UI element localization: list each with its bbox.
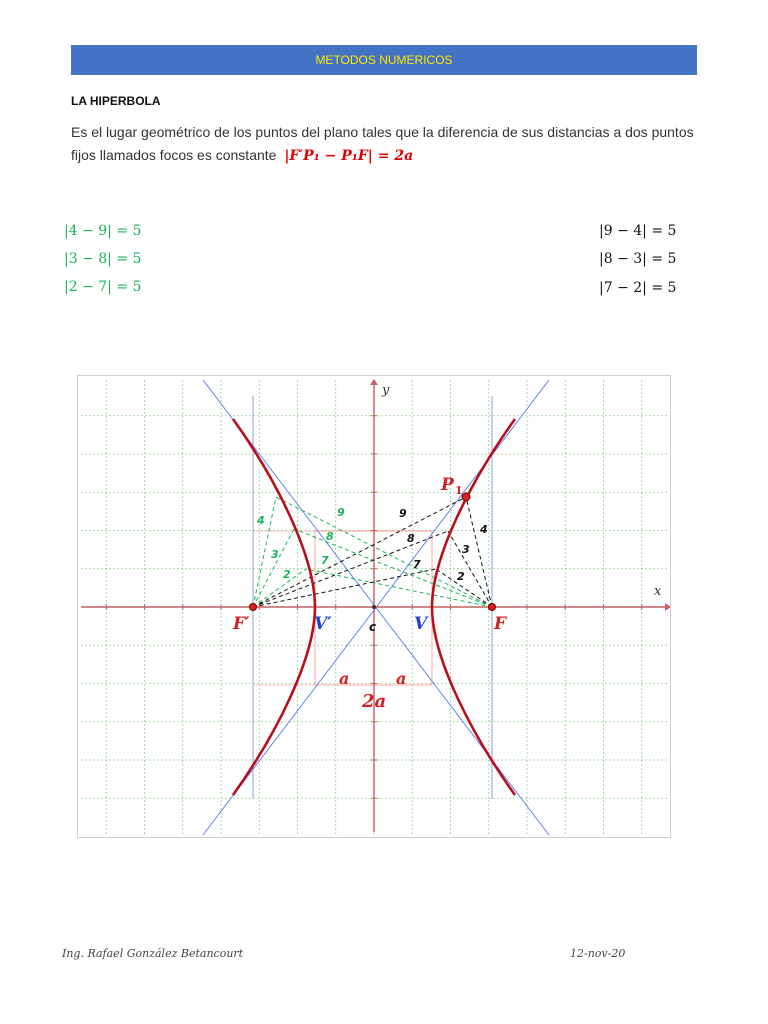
equation-left-1: |4 − 9| = 5 (64, 223, 142, 239)
definition-formula: |F′P₁ − P₁F| = 2a (284, 148, 414, 164)
footer-date: 12-nov-20 (570, 947, 626, 960)
center-point (372, 605, 376, 609)
hyperbola-diagram (78, 376, 670, 837)
black-distance-2: 2 (457, 570, 465, 583)
green-distance-7: 7 (321, 554, 329, 567)
equation-right-3: |7 − 2| = 5 (599, 280, 677, 296)
green-line-near-low (253, 569, 306, 607)
black-distance-9: 9 (399, 507, 407, 520)
green-distance-8: 8 (326, 530, 334, 543)
green-distance-3: 3 (271, 548, 279, 561)
y-axis-label: y (382, 383, 390, 398)
equation-right-1: |9 − 4| = 5 (599, 223, 677, 239)
equation-left-3: |2 − 7| = 5 (64, 279, 142, 295)
label-a-right: a (396, 669, 407, 688)
label-v: V (414, 614, 428, 634)
point-p1 (462, 493, 470, 501)
green-distance-9: 9 (337, 506, 345, 519)
label-a-left: a (339, 669, 350, 688)
black-distance-3: 3 (462, 543, 470, 556)
x-axis-arrow (665, 603, 670, 611)
green-distance-2: 2 (283, 568, 291, 581)
black-distance-7: 7 (413, 558, 421, 571)
equation-right-2: |8 − 3| = 5 (599, 251, 677, 267)
label-2a: 2a (362, 691, 387, 712)
black-line-far-low (253, 569, 436, 607)
y-axis-arrow (370, 379, 378, 385)
green-distance-4: 4 (257, 514, 265, 527)
x-axis-label: x (654, 584, 662, 599)
section-title: LA HIPERBOLA (71, 94, 161, 108)
label-v-prime: V′ (314, 614, 332, 634)
focus-left-point (250, 604, 257, 611)
black-distance-8: 8 (407, 532, 415, 545)
equation-left-2: |3 − 8| = 5 (64, 251, 142, 267)
green-line-far-mid (294, 529, 492, 607)
label-p1: P (441, 475, 454, 495)
definition-text: Es el lugar geométrico de los puntos del plano tales que la diferencia de sus distancias a dos puntos fijos llamados focos es constante (71, 124, 694, 163)
definition-paragraph (71, 121, 701, 168)
label-f-prime: F′ (233, 614, 250, 634)
black-distance-4: 4 (480, 523, 488, 536)
footer-author: Ing. Rafael González Betancourt (62, 947, 244, 960)
label-f: F (494, 614, 507, 634)
black-line-near-upper (466, 497, 492, 607)
label-c: c (369, 620, 377, 634)
hyperbola-figure (77, 375, 671, 838)
header-title: METODOS NUMERICOS (315, 53, 453, 67)
focus-right-point (489, 604, 496, 611)
label-p1-subscript: 1 (455, 484, 463, 497)
header-bar (71, 45, 697, 75)
